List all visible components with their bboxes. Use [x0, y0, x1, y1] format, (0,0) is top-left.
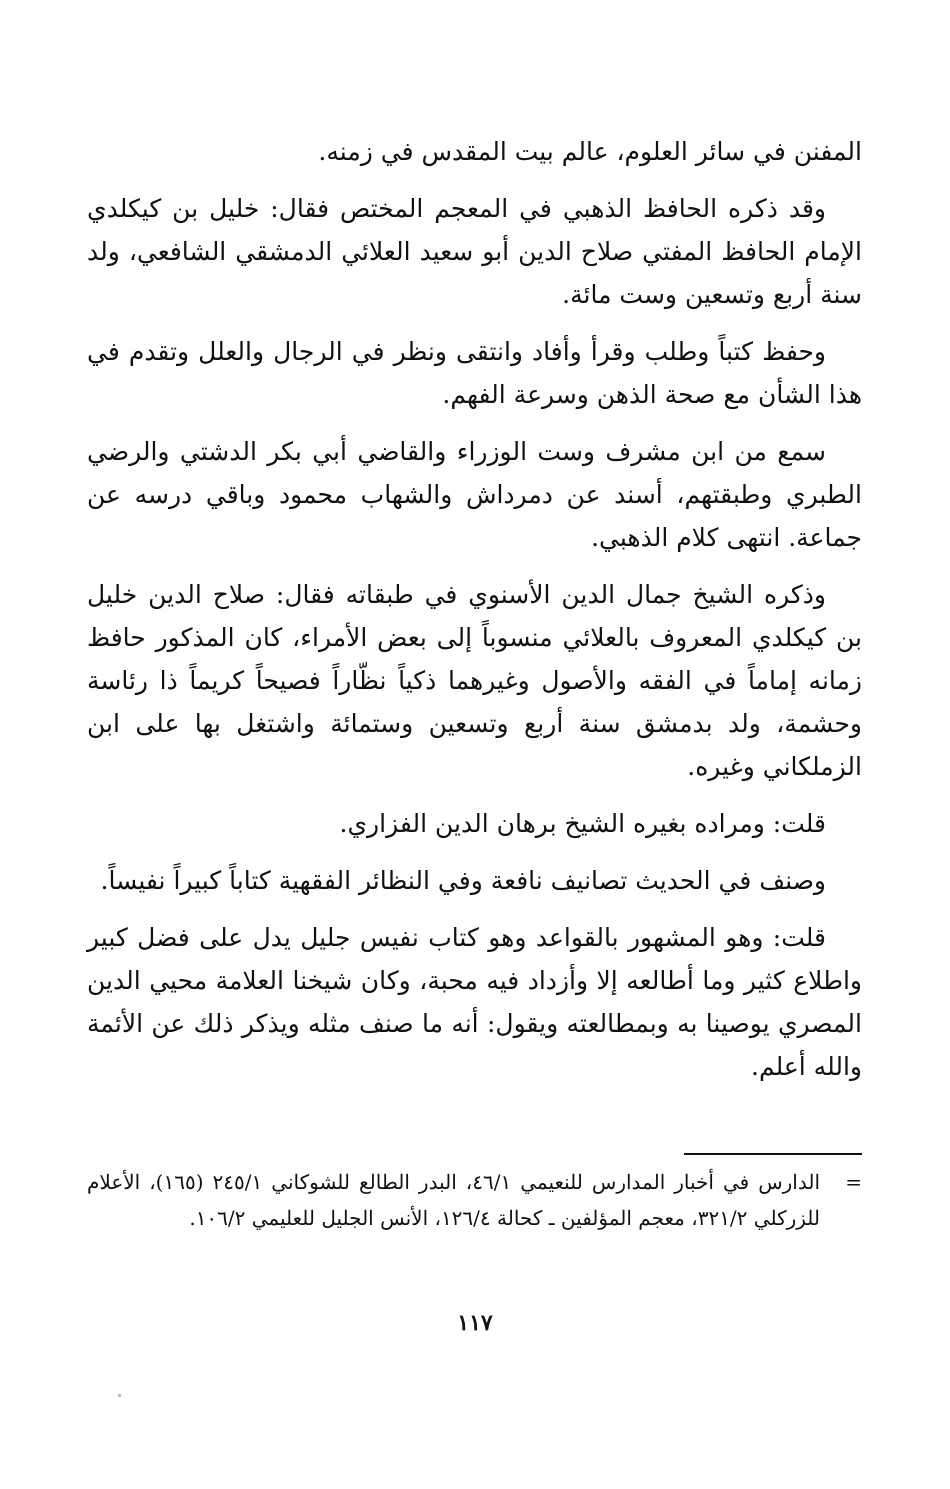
page-number: ١١٧ — [457, 1310, 493, 1336]
footnote-divider — [684, 1153, 862, 1155]
paragraph-7: وصنف في الحديث تصانيف نافعة وفي النظائر الفقهية كتاباً كبيراً نفيساً. — [100, 866, 826, 895]
main-text — [87, 130, 862, 1102]
paragraph-4: سمع من ابن مشرف وست الوزراء والقاضي أبي بكر الدشتي والرضي الطبري وطبقتهم، أسند عن دمرداش والشهاب محمود وباقي درسه عن جماعة. انتهى كلام الذهبي. — [87, 437, 862, 552]
scan-speck — [118, 1394, 121, 1397]
footnotes — [87, 1164, 862, 1236]
paragraph-1: المفنن في سائر العلوم، عالم بيت المقدس في زمنه. — [318, 137, 862, 166]
paragraph-3: وحفظ كتباً وطلب وقرأ وأفاد وانتقى ونظر في الرجال والعلل وتقدم في هذا الشأن مع صحة الذهن وسرعة الفهم. — [87, 337, 862, 409]
paragraph-6: قلت: ومراده بغيره الشيخ برهان الدين الفزاري. — [339, 809, 826, 838]
footnote-text: الدارس في أخبار المدارس للنعيمي ٤٦/١، البدر الطالع للشوكاني ٢٤٥/١ (١٦٥)، الأعلام للزركلي ٣٢١/٢، معجم المؤلفين ـ كحالة ١٢٦/٤، الأنس الجليل للعليمي ١٠٦/٢. — [87, 1170, 821, 1230]
footnote-marker: = — [845, 1170, 862, 1194]
paragraph-8: قلت: وهو المشهور بالقواعد وهو كتاب نفيس جليل يدل على فضل كبير واطلاع كثير وما أطالعه إلا وأزداد فيه محبة، وكان شيخنا العلامة محيي الدين المصري يوصينا به وبمطالعته ويقول: أنه ما صنف مثله ويذكر ذلك عن الأئمة والله أعلم. — [87, 923, 862, 1081]
paragraph-5: وذكره الشيخ جمال الدين الأسنوي في طبقاته فقال: صلاح الدين خليل بن كيكلدي المعروف بالعلائي منسوباً إلى بعض الأمراء، كان المذكور حافظ زمانه إماماً في الفقه والأصول وغيرهما ذكياً نظّاراً فصيحاً كريماً ذا رئاسة وحشمة، ولد بدمشق سنة أربع وتسعين وستمائة واشتغل بها على ابن الزملكاني وغيره. — [87, 580, 862, 781]
paragraph-2: وقد ذكره الحافظ الذهبي في المعجم المختص فقال: خليل بن كيكلدي الإمام الحافظ المفتي صلاح الدين أبو سعيد العلائي الدمشقي الشافعي، ولد سنة أربع وتسعين وست مائة. — [87, 194, 862, 309]
footnote-item — [87, 1164, 862, 1236]
